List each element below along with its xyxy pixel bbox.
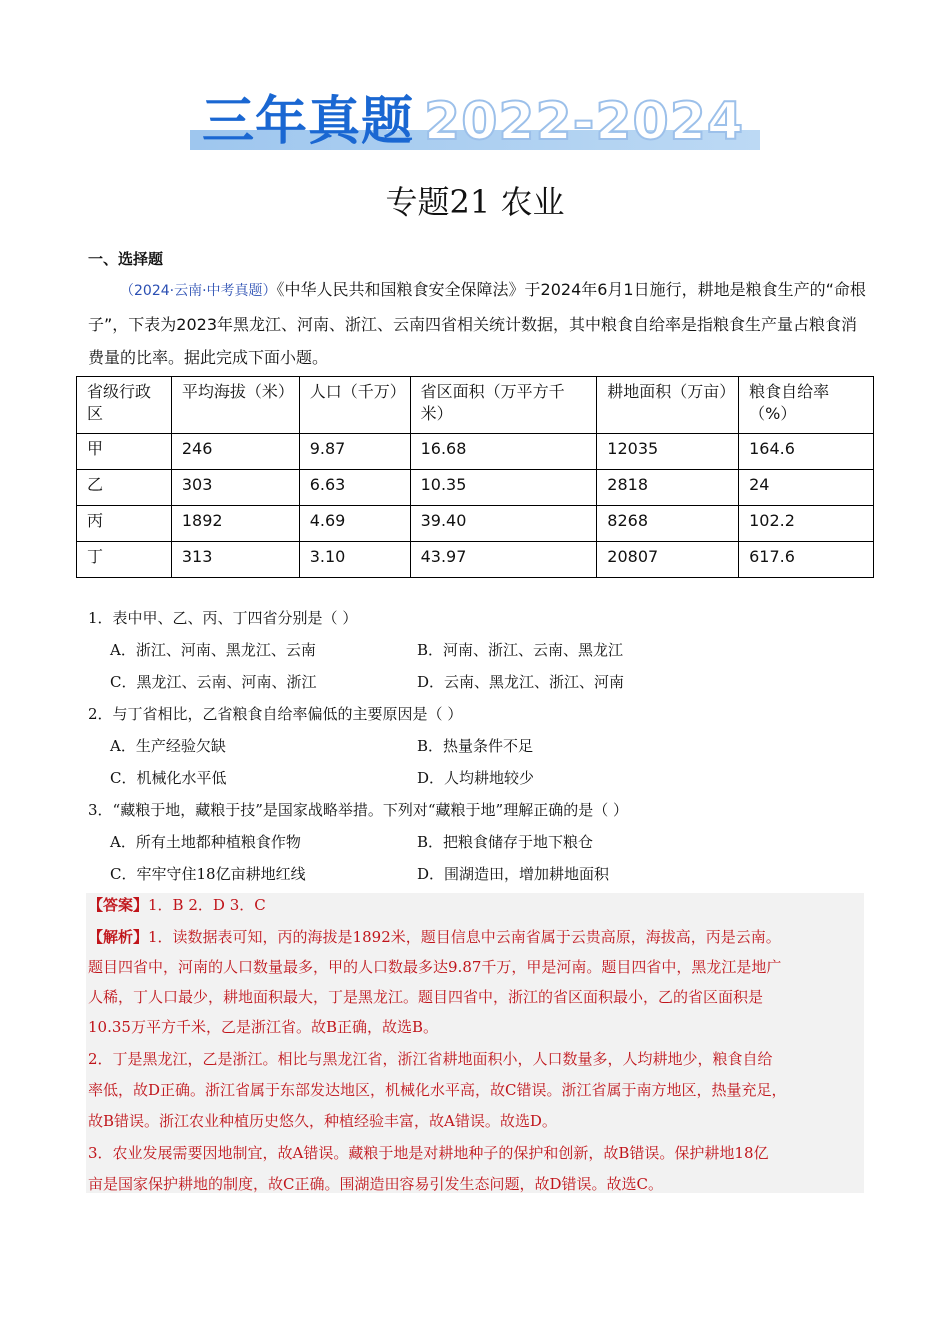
analysis-line: 10.35万平方千米，乙是浙江省。故B正确，故选B。 [88,1018,438,1036]
answer-line [88,890,864,920]
table-cell: 乙 [77,470,172,506]
table-cell: 6.63 [299,470,410,506]
page-title: 专题21 农业 [385,183,565,221]
question-3-stem: 3．“藏粮于地，藏粮于技”是国家战略举措。下列对“藏粮于地”理解正确的是（ ） [88,801,628,819]
question-3-option-b: B．把粮食储存于地下粮仓 [417,833,594,851]
table-row [77,470,874,506]
question-1-option-c: C．黑龙江、云南、河南、浙江 [110,673,317,691]
table-header-row [77,377,874,434]
table-cell: 3.10 [299,542,410,578]
table-row [77,542,874,578]
table-cell: 20807 [597,542,739,578]
table-row [77,434,874,470]
section-heading: 一、选择题 [88,250,164,268]
question-intro [88,273,868,374]
table-cell: 24 [739,470,874,506]
banner-main-text: 三年真题 [202,92,415,152]
question-2-option-d: D．人均耕地较少 [417,769,535,787]
table-cell: 12035 [597,434,739,470]
question-1-option-a: A．浙江、河南、黑龙江、云南 [110,641,316,659]
answer-tag: 【答案】 [88,896,149,914]
table-header-cell: 耕地面积（万亩） [597,377,739,434]
intro-text: 《中华人民共和国粮食安全保障法》于2024年6月1日施行，耕地是粮食生产的“命根子”，下表为2023年黑龙江、河南、浙江、云南四省相关统计数据，其中粮食自给率是指粮食生产量占粮食消费量的比率。据此完成下面小题。 [88,280,866,367]
question-1-option-d: D．云南、黑龙江、浙江、河南 [417,673,625,691]
table-cell: 313 [171,542,299,578]
table-cell: 164.6 [739,434,874,470]
table-cell: 4.69 [299,506,410,542]
question-1-option-b: B．河南、浙江、云南、黑龙江 [417,641,624,659]
question-2-option-b: B．热量条件不足 [417,737,534,755]
question-3-option-d: D．围湖造田，增加耕地面积 [417,865,610,883]
analysis-line: 亩是国家保护耕地的制度，故C正确。围湖造田容易引发生态问题，故D错误。故选C。 [88,1175,663,1193]
table-cell: 8268 [597,506,739,542]
table-row [77,506,874,542]
table-cell: 303 [171,470,299,506]
analysis-text: 1．读数据表可知，丙的海拔是1892米，题目信息中云南省属于云贵高原，海拔高，丙是云南。 [148,928,781,946]
analysis-line: 题目四省中，河南的人口数量最多，甲的人口数最多达9.87千万，甲是河南。题目四省中，黑龙江是地广 [88,958,782,976]
question-2-option-a: A．生产经验欠缺 [110,737,226,755]
table-cell: 丙 [77,506,172,542]
table-cell: 39.40 [410,506,597,542]
analysis-line: 故B错误。浙江农业种植历史悠久，种植经验丰富，故A错误。故选D。 [88,1112,557,1130]
table-cell: 丁 [77,542,172,578]
table-header-cell: 粮食自给率（%） [739,377,874,434]
table-cell: 16.68 [410,434,597,470]
header-banner [190,92,760,154]
banner-years-text: 2022-2024 [424,92,745,152]
question-source: （2024·云南·中考真题） [120,283,277,299]
table-header-cell: 平均海拔（米） [171,377,299,434]
table-header-cell: 省级行政区 [77,377,172,434]
table-cell: 10.35 [410,470,597,506]
question-2-option-c: C．机械化水平低 [110,769,227,787]
question-1-stem: 1．表中甲、乙、丙、丁四省分别是（ ） [88,609,358,627]
analysis-tag: 【解析】 [88,928,149,946]
analysis-line: 人稀，丁人口最少，耕地面积最大，丁是黑龙江。题目四省中，浙江的省区面积最小，乙的省区面积是 [88,988,764,1006]
table-header-cell: 省区面积（万平方千米） [410,377,597,434]
answer-text: 1．B 2．D 3．C [148,896,266,914]
analysis-line: 2．丁是黑龙江，乙是浙江。相比与黑龙江省，浙江省耕地面积小，人口数量多，人均耕地少，粮食自给 [88,1050,773,1068]
analysis-line: 3．农业发展需要因地制宜，故A错误。藏粮于地是对耕地种子的保护和创新，故B错误。保护耕地18亿 [88,1144,769,1162]
question-3-option-a: A．所有土地都种植粮食作物 [110,833,301,851]
question-2-stem: 2．与丁省相比，乙省粮食自给率偏低的主要原因是（ ） [88,705,463,723]
table-cell: 43.97 [410,542,597,578]
table-cell: 2818 [597,470,739,506]
table-header-cell: 人口（千万） [299,377,410,434]
statistics-table [76,376,874,578]
table-cell: 102.2 [739,506,874,542]
table-cell: 246 [171,434,299,470]
analysis-line [88,922,864,952]
table-cell: 甲 [77,434,172,470]
table-cell: 1892 [171,506,299,542]
table-cell: 617.6 [739,542,874,578]
question-3-option-c: C．牢牢守住18亿亩耕地红线 [110,865,306,883]
table-cell: 9.87 [299,434,410,470]
banner-text [202,92,744,152]
analysis-line: 率低，故D正确。浙江省属于东部发达地区，机械化水平高，故C错误。浙江省属于南方地区，热量充足， [88,1081,787,1099]
